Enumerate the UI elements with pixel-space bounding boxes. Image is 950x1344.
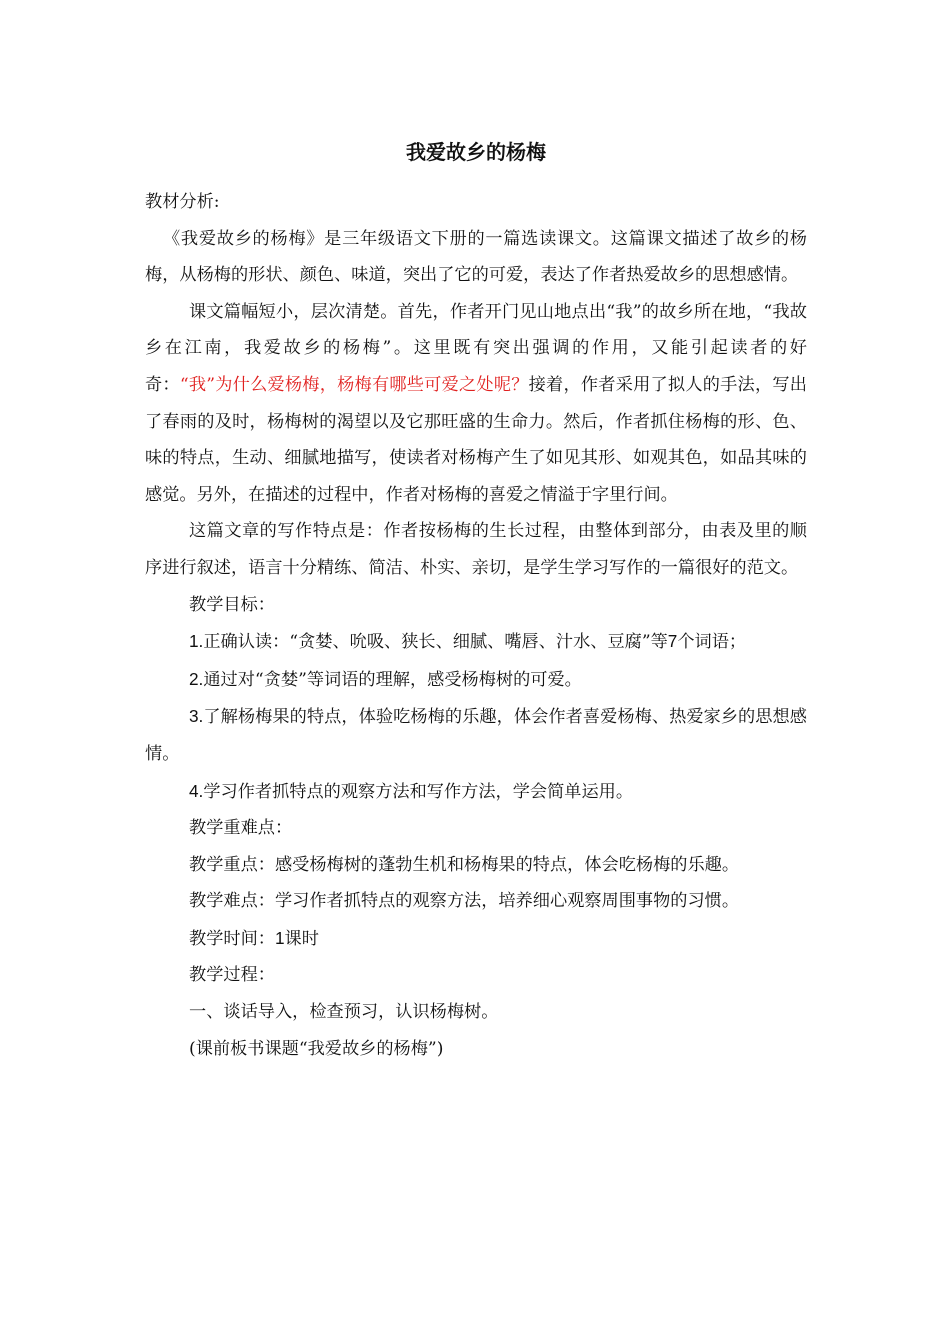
goal-1-number: 1. bbox=[189, 631, 204, 652]
paragraph-writing-features: 这篇文章的写作特点是：作者按杨梅的生长过程，由整体到部分，由表及里的顺序进行叙述，语言十分精练、简洁、朴实、亲切，是学生学习写作的一篇很好的范文。 bbox=[145, 521, 807, 578]
goal-4-text: 学习作者抓特点的观察方法和写作方法，学会简单运用。 bbox=[203, 781, 634, 802]
section-heading-teaching-process: 教学过程： bbox=[189, 965, 275, 986]
teaching-time-label: 教学时间： bbox=[189, 928, 275, 949]
paragraph-structure-text-2: 接着，作者采用了拟人的手法，写出了春雨的及时，杨梅树的渴望以及它那旺盛的生命力。然后，作者抓住杨梅的形、色、味的特点，生动、细腻地描写，使读者对杨梅产生了如见其形、如观其色，如品其味的感觉。另外，在描述的过程中，作者对杨梅的喜爱之情溢于字里行间。 bbox=[145, 374, 807, 505]
document-body bbox=[145, 134, 807, 1067]
document-title: 我爱故乡的杨梅 bbox=[406, 140, 546, 164]
goal-3-text: 了解杨梅果的特点，体验吃杨梅的乐趣，体会作者喜爱杨梅、热爱家乡的思想感情。 bbox=[145, 707, 807, 764]
goal-item-1 bbox=[145, 623, 807, 661]
paragraph-structure-text-1: 课文篇幅短小，层次清楚。首先，作者开门见山地点出“我”的故乡所在地，“我故乡在江南，我爱故乡的杨梅”。这里既有突出强调的作用，又能引起读者的好奇： bbox=[145, 301, 807, 395]
key-difficulty-line: 教学难点：学习作者抓特点的观察方法，培养细心观察周围事物的习惯。 bbox=[189, 891, 740, 912]
paragraph-intro: 《我爱故乡的杨梅》是三年级语文下册的一篇选读课文。这篇课文描述了故乡的杨梅，从杨梅的形状、颜色、味道，突出了它的可爱，表达了作者热爱故乡的思想感情。 bbox=[145, 228, 807, 286]
goal-item-4 bbox=[145, 773, 807, 811]
goal-2-number: 2. bbox=[189, 668, 204, 689]
section-heading-key-points: 教学重难点： bbox=[189, 818, 293, 839]
process-step-1: 一、谈话导入，检查预习，认识杨梅树。 bbox=[189, 1002, 499, 1023]
process-step-1-note: (课前板书课题“我爱故乡的杨梅”) bbox=[189, 1038, 444, 1059]
goal-3-number: 3. bbox=[189, 706, 204, 727]
section-heading-material-analysis: 教材分析: bbox=[145, 192, 220, 212]
key-focus-line: 教学重点：感受杨梅树的蓬勃生机和杨梅果的特点，体会吃杨梅的乐趣。 bbox=[189, 854, 740, 875]
goal-1-tail: 个词语； bbox=[677, 632, 747, 653]
highlighted-question: “我”为什么爱杨梅，杨梅有哪些可爱之处呢？ bbox=[179, 374, 529, 395]
teaching-time-unit: 课时 bbox=[284, 928, 319, 949]
goal-1-text: 正确认读：“贪婪、吮吸、狭长、细腻、嘴唇、汁水、豆腐”等 bbox=[203, 632, 668, 653]
goal-2-text: 通过对“贪婪”等词语的理解，感受杨梅树的可爱。 bbox=[203, 669, 582, 690]
teaching-time-line bbox=[145, 920, 807, 958]
section-heading-teaching-goals: 教学目标： bbox=[189, 594, 275, 615]
goal-1-count: 7 bbox=[667, 631, 678, 652]
paragraph-structure bbox=[145, 294, 807, 514]
goal-item-2 bbox=[145, 661, 807, 699]
teaching-time-value: 1 bbox=[274, 927, 285, 948]
goal-4-number: 4. bbox=[189, 780, 204, 801]
goal-item-3 bbox=[145, 698, 807, 772]
